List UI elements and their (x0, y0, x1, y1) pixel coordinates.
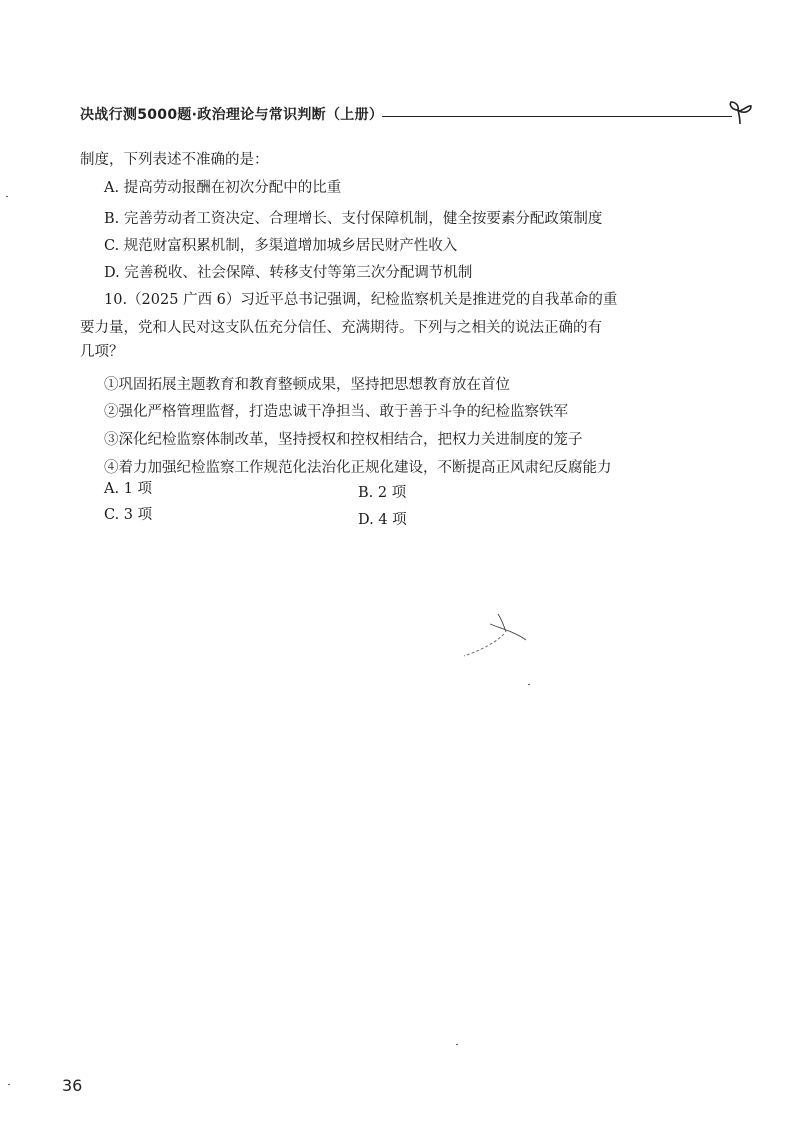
question-10-stem-line1: 10.（2025 广西 6）习近平总书记强调，纪检监察机关是推进党的自我革命的重 (104, 292, 618, 308)
page-number: 36 (62, 1076, 83, 1095)
header-title: 决战行测5000题·政治理论与常识判断（上册） (80, 107, 384, 123)
question-9-stem-tail: 制度，下列表述不准确的是： (80, 152, 269, 168)
scan-speck (528, 684, 530, 685)
running-header (80, 104, 680, 128)
question-10-stem-line3: 几项？ (80, 344, 124, 360)
question-10-option-d: D. 4 项 (358, 512, 407, 528)
question-10-option-b: B. 2 项 (358, 485, 407, 501)
question-9-option-c: C. 规范财富积累机制，多渠道增加城乡居民财产性收入 (104, 238, 458, 254)
question-10-statement-1: ①巩固拓展主题教育和教育整顿成果，坚持把思想教育放在首位 (104, 377, 510, 393)
scribble-mark (460, 610, 540, 670)
scan-speck (8, 1084, 10, 1085)
question-9-option-a: A. 提高劳动报酬在初次分配中的比重 (104, 180, 342, 196)
question-10-statement-3: ③深化纪检监察体制改革，坚持授权和控权相结合，把权力关进制度的笼子 (104, 432, 583, 448)
scan-speck (6, 196, 8, 197)
sprout-icon (726, 98, 756, 128)
question-10-option-c: C. 3 项 (104, 507, 153, 523)
question-10-statement-4: ④着力加强纪检监察工作规范化法治化正规化建设，不断提高正风肃纪反腐能力 (104, 460, 612, 476)
header-rule (382, 116, 732, 117)
question-10-option-a: A. 1 项 (104, 481, 153, 497)
question-10-statement-2: ②强化严格管理监督，打造忠诚干净担当、敢于善于斗争的纪检监察铁军 (104, 404, 568, 420)
question-9-option-d: D. 完善税收、社会保障、转移支付等第三次分配调节机制 (104, 265, 473, 281)
question-10-stem-line2: 要力量，党和人民对这支队伍充分信任、充满期待。下列与之相关的说法正确的有 (80, 320, 602, 336)
question-9-option-b: B. 完善劳动者工资决定、合理增长、支付保障机制，健全按要素分配政策制度 (104, 211, 603, 227)
scan-speck (456, 1044, 458, 1045)
